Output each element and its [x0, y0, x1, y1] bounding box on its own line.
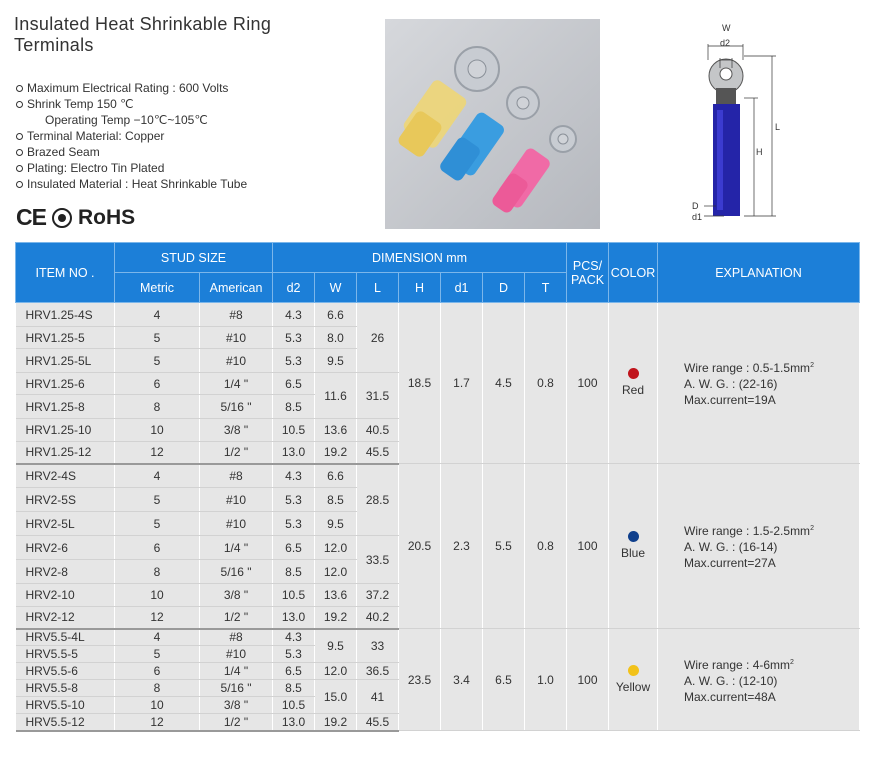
- sgs-logo-icon: [52, 208, 72, 228]
- certification-logos: [16, 204, 135, 231]
- table-row: HRV2-8 8 5/16 " 8.5 12.0: [16, 560, 860, 584]
- color-cell-blue: Blue: [609, 464, 658, 629]
- spec-item: Plating: Electro Tin Plated: [16, 160, 247, 176]
- table-row: HRV2-6 6 1/4 " 6.5 12.0 33.5: [16, 536, 860, 560]
- header-d1: d1: [441, 273, 483, 303]
- bullet-icon: [16, 149, 23, 156]
- table-row: HRV2-10 10 3/8 " 10.5 13.6 37.2: [16, 584, 860, 607]
- ce-mark-logo: CE: [16, 204, 46, 230]
- table-row: HRV2-5L 5 #10 5.3 9.5: [16, 512, 860, 536]
- page-title: [14, 14, 271, 56]
- bullet-icon: [16, 181, 23, 188]
- table-row: HRV1.25-10 10 3/8 " 10.5 13.6 40.5: [16, 419, 860, 442]
- table-row: HRV1.25-6 6 1/4 " 6.5 11.6 31.5: [16, 373, 860, 395]
- explanation-cell: Wire range : $0.5-1.5mm^2$ A. W. G. : (22-16) Max.current=19A: [658, 303, 860, 464]
- header-american: American: [200, 273, 273, 303]
- bullet-icon: [16, 101, 23, 108]
- header-explanation: EXPLANATION: [658, 243, 860, 303]
- header-item-no: ITEM NO .: [16, 243, 115, 303]
- table-row: HRV2-4S 4 #8 4.3 6.6 28.5 20.5 2.3 5.5 0.8 100 Blue Wire range : $1.5-2.5mm^2$ A. W. G. : (16-14) Max.current=27A: [16, 464, 860, 488]
- blue-dot-icon: [628, 531, 639, 542]
- diagram-label-d2: d2: [720, 38, 731, 48]
- header-l: L: [357, 273, 399, 303]
- spec-item: Shrink Temp 150 ℃: [16, 96, 247, 112]
- spec-item: Brazed Seam: [16, 144, 247, 160]
- bullet-icon: [16, 85, 23, 92]
- diagram-label-w: W: [722, 23, 731, 33]
- table-row: HRV1.25-4S 4 #8 4.3 6.6 26 18.5 1.7 4.5 0.8 100 Red Wire range : $0.5-1.5mm^2$ A. W. G. : (22-16) Max.current=19A: [16, 303, 860, 327]
- table-row: HRV5.5-6 6 1/4 " 6.5 12.0 36.5: [16, 663, 860, 680]
- header-d2: d2: [273, 273, 315, 303]
- header-h: H: [399, 273, 441, 303]
- table-row: HRV2-5S 5 #10 5.3 8.5: [16, 488, 860, 512]
- header-color: COLOR: [609, 243, 658, 303]
- explanation-cell: Wire range : $1.5-2.5mm^2$ A. W. G. : (16-14) Max.current=27A: [658, 464, 860, 629]
- header-stud-size: STUD SIZE: [115, 243, 273, 273]
- product-photo: [385, 19, 600, 229]
- table-row: HRV1.25-5L 5 #10 5.3 9.5: [16, 349, 860, 373]
- table-row: HRV2-12 12 1/2 " 13.0 19.2 40.2: [16, 607, 860, 629]
- table-row: HRV1.25-5 5 #10 5.3 8.0: [16, 327, 860, 349]
- specification-table: [15, 242, 860, 732]
- spec-item: Operating Temp −10℃~105℃: [45, 113, 208, 127]
- spec-item: Terminal Material: Copper: [16, 128, 247, 144]
- terminals-photo-illustration: [385, 19, 600, 229]
- bullet-icon: [16, 165, 23, 172]
- table-row: HRV5.5-4L 4 #8 4.3 9.5 33 23.5 3.4 6.5 1.0 100 Yellow Wire range : $4-6mm^2$ A. W. G. : (12-10) Max.current=48A: [16, 629, 860, 646]
- diagram-label-h: H: [756, 147, 763, 157]
- table-row: HRV5.5-5 5 #10 5.3: [16, 646, 860, 663]
- header-w: W: [315, 273, 357, 303]
- header-t: T: [525, 273, 567, 303]
- diagram-label-l: L: [775, 122, 781, 132]
- spec-list: [16, 80, 247, 192]
- spec-item: Insulated Material : Heat Shrinkable Tube: [16, 176, 247, 192]
- red-dot-icon: [628, 368, 639, 379]
- header-dimension: DIMENSION mm: [273, 243, 567, 273]
- yellow-dot-icon: [628, 665, 639, 676]
- color-cell-red: Red: [609, 303, 658, 464]
- bullet-icon: [16, 133, 23, 140]
- header-metric: Metric: [115, 273, 200, 303]
- header-big-d: D: [483, 273, 525, 303]
- title-line-2: Terminals: [14, 35, 94, 55]
- table-row: HRV5.5-10 10 3/8 " 10.5: [16, 697, 860, 714]
- spec-item: Maximum Electrical Rating : 600 Volts: [16, 80, 247, 96]
- title-line-1: Insulated Heat Shrinkable Ring: [14, 14, 272, 34]
- diagram-label-d: D: [692, 201, 699, 211]
- header-pcs-pack: PCS/ PACK: [567, 243, 609, 303]
- explanation-cell: Wire range : $4-6mm^2$ A. W. G. : (12-10) Max.current=48A: [658, 629, 860, 731]
- table-row: HRV5.5-8 8 5/16 " 8.5 15.0 41: [16, 680, 860, 697]
- dimension-diagram: [684, 20, 794, 230]
- rohs-logo: RoHS: [77, 205, 136, 229]
- table-row: HRV5.5-12 12 1/2 " 13.0 19.2 45.5: [16, 714, 860, 731]
- table-row: HRV1.25-8 8 5/16 " 8.5: [16, 395, 860, 419]
- diagram-label-d1: d1: [692, 212, 703, 222]
- color-cell-yellow: Yellow: [609, 629, 658, 731]
- table-row: HRV1.25-12 12 1/2 " 13.0 19.2 45.5: [16, 442, 860, 464]
